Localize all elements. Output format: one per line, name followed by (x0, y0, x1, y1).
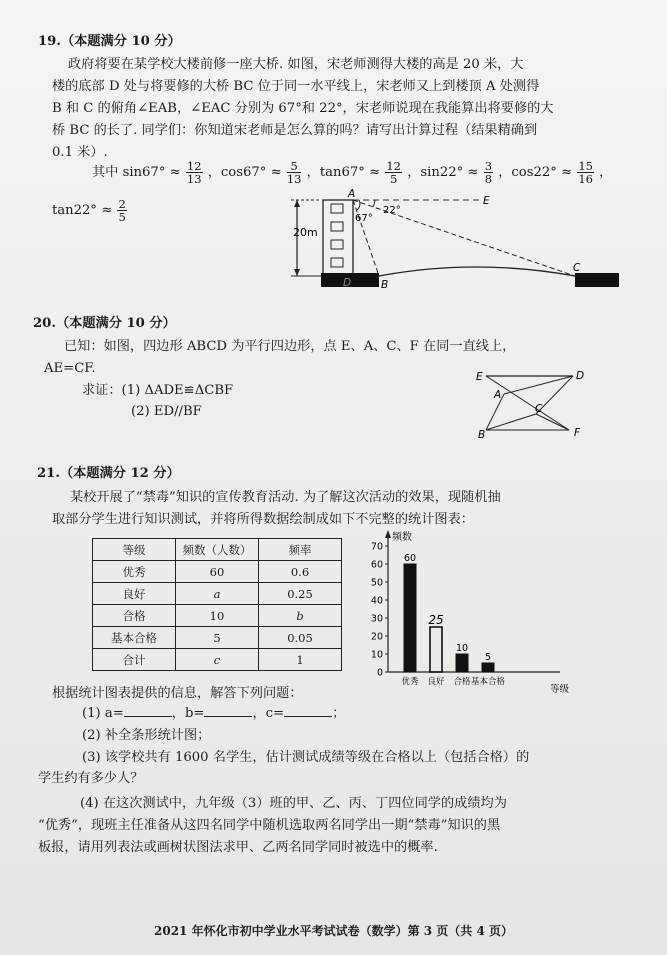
label-D: D (343, 277, 352, 289)
y-tick-label: 70 (370, 541, 383, 553)
table-cell: c (176, 649, 259, 671)
table-cell: 优秀 (93, 561, 176, 583)
q19-line-4: 桥 BC 的长了. 同学们：你知道宋老师是怎么算的吗？请写出计算过程（结果精确到 (52, 123, 538, 138)
answer-blank-c[interactable] (284, 704, 332, 717)
label-B: B (478, 429, 486, 441)
q21-part-4a: (4) 在这次测试中，九年级（3）班的甲、乙、丙、丁四位同学的成绩均为 (80, 796, 507, 811)
q20-prove-2: (2) ED//BF (131, 404, 202, 419)
bar-4 (482, 663, 494, 672)
q21-part-4c: 板报，请用列表法或画树状图法求甲、乙两名同学同时被选中的概率. (38, 840, 438, 855)
table-row (93, 583, 342, 605)
q21-part-3a: (3) 该学校共有 1600 名学生，估计测试成绩等级在合格以上（包括合格）的 (82, 750, 530, 765)
label-D: D (576, 370, 585, 382)
table-header: 频率 (259, 539, 342, 561)
q21-part-2: (2) 补全条形统计图； (82, 728, 211, 743)
q21-part-4b: “优秀”，现班主任准备从这四名同学中随机选取两名同学出一期“禁毒”知识的黑 (38, 818, 501, 833)
table-row (93, 627, 342, 649)
bar-2 (430, 627, 442, 672)
q19-line-5: 0.1 米）. (52, 145, 108, 160)
q20-prove-1: 求证：(1) ΔADE≌ΔCBF (82, 383, 234, 398)
table-cell: 合格 (93, 605, 176, 627)
label-C: C (573, 262, 581, 274)
table-cell: 0.6 (259, 561, 342, 583)
table-header: 频数（人数） (176, 539, 259, 561)
table-cell: a (176, 583, 259, 605)
table-cell: 0.25 (259, 583, 342, 605)
frequency-table (92, 538, 342, 671)
answer-blank-b[interactable] (204, 704, 252, 717)
q21-part-3b: 学生约有多少人？ (38, 771, 144, 786)
ground-right (575, 273, 619, 287)
table-cell: 合计 (93, 649, 176, 671)
category-label: 良好 (427, 677, 445, 687)
y-tick-label: 50 (370, 577, 383, 589)
x-axis-label: 等级 (550, 684, 570, 695)
y-tick-label: 20 (370, 631, 383, 643)
q20-heading: 20.（本题满分 10 分） (33, 316, 176, 331)
sight-line-AB (353, 200, 379, 276)
page-footer: 2021 年怀化市初中学业水平考试试卷（数学）第 3 页（共 4 页） (154, 924, 513, 938)
q20-figure (472, 366, 602, 442)
bar-1 (404, 564, 416, 672)
q21-line-3: 根据统计图表提供的信息，解答下列问题： (52, 686, 303, 701)
data-label: 10 (455, 643, 469, 654)
table-cell: 60 (176, 561, 259, 583)
table-row (93, 649, 342, 671)
q20-line-1: 已知：如图，四边形 ABCD 为平行四边形，点 E、A、C、F 在同一直线上， (64, 339, 516, 354)
y-tick-label: 30 (370, 613, 383, 625)
table-row (93, 605, 342, 627)
q19-line-2: 楼的底部 D 处与将要修的大桥 BC 位于同一水平线上，宋老师又上到楼顶 A 处测得 (52, 79, 540, 94)
q21-heading: 21.（本题满分 12 分） (37, 466, 180, 481)
y-axis-arrow (385, 530, 391, 538)
answer-blank-a[interactable] (124, 704, 172, 717)
q21-part-1: (1) a= ，b= ，c= ； (82, 706, 346, 721)
label-A: A (348, 188, 356, 200)
table-cell: 基本合格 (93, 627, 176, 649)
y-tick-label: 0 (376, 667, 383, 679)
label-C: C (535, 403, 543, 415)
label-E: E (476, 371, 483, 383)
q19-heading: 19.（本题满分 10 分） (38, 34, 181, 49)
y-axis-label: 频数 (392, 532, 412, 543)
building (323, 200, 353, 276)
table-cell: b (259, 605, 342, 627)
q19-line-1: 政府将要在某学校大楼前修一座大桥. 如图，宋老师测得大楼的高是 20 米，大 (68, 57, 524, 72)
table-header: 等级 (93, 539, 176, 561)
table-cell: 良好 (93, 583, 176, 605)
y-tick-label: 40 (370, 595, 383, 607)
q19-given-tan22: tan22° ≈ $\frac{2}{5}$ (52, 197, 126, 224)
q19-figure (285, 188, 630, 298)
bar-3 (456, 654, 468, 672)
table-cell: 0.05 (259, 627, 342, 649)
height-label: 20m (293, 226, 318, 239)
angle-67-label: 67° (355, 213, 373, 224)
y-tick-label: 60 (370, 559, 383, 571)
q19-given-values: 其中 sin67° ≈ $\frac{12}{13}$ ，cos67° ≈ $\frac{5}{13}$ ，tan67° ≈ $\frac{12}{5}$ ，sin22° ≈ $\frac{3}{8}$ ，cos22° ≈ $\frac{15}{16}$ ， (92, 159, 613, 186)
category-label: 优秀 (401, 677, 419, 687)
table-cell: 5 (176, 627, 259, 649)
label-B: B (381, 279, 389, 291)
q19-line-3: B 和 C 的俯角∠EAB，∠EAC 分别为 67°和 22°，宋老师说现在我能算出将要修的大 (52, 101, 554, 116)
label-E: E (483, 195, 490, 207)
table-cell: 1 (259, 649, 342, 671)
table-cell: 10 (176, 605, 259, 627)
table-header-row (93, 539, 342, 561)
category-label: 基本合格 (470, 677, 506, 687)
table-row (93, 561, 342, 583)
label-A: A (494, 389, 502, 401)
label-F: F (574, 427, 581, 439)
q20-line-2: AE=CF. (44, 361, 96, 376)
angle-22-label: 22° (383, 205, 401, 216)
data-label: 25 (428, 613, 444, 627)
data-label: 60 (403, 553, 417, 564)
q21-line-1: 某校开展了“禁毒”知识的宣传教育活动. 为了解这次活动的效果，现随机抽 (70, 490, 501, 505)
q21-line-2: 取部分学生进行知识测试，并将所得数据绘制成如下不完整的统计图表： (52, 512, 474, 527)
data-label: 5 (484, 652, 492, 663)
bar-chart (360, 528, 590, 698)
category-label: 合格 (453, 677, 471, 687)
y-tick-label: 10 (370, 649, 383, 661)
bridge-arc (379, 267, 575, 276)
